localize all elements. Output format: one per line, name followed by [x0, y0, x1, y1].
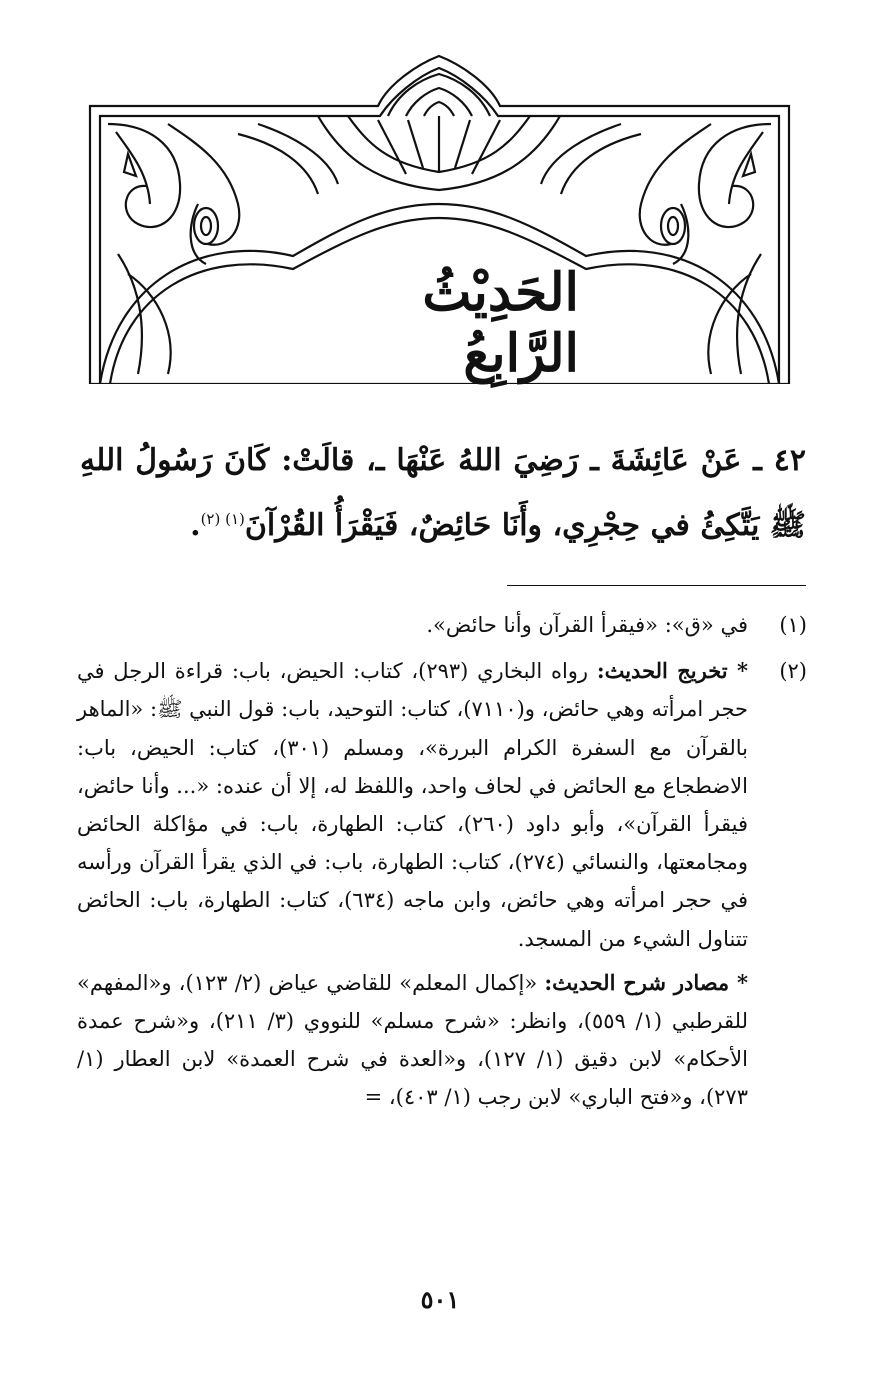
hadith-end: . [190, 508, 201, 543]
footnote-2 [77, 652, 807, 1116]
page-number: ٥٠١ [420, 1285, 460, 1314]
sources-label: * مصادر شرح الحديث: [544, 969, 748, 995]
footnote-divider [507, 585, 806, 586]
footnote-number: (١) [779, 613, 807, 637]
hadith-text: ٤٢ ـ عَنْ عَائِشَةَ ـ رَضِيَ اللهُ عَنْهَا ـ، قالَتْ: كَانَ رَسُولُ اللهِ ﷺ يَتَّكِئُ في حِجْرِي، وأَنَا حَائِضٌ، فَيَقْرَأُ القُرْآنَ [80, 443, 806, 543]
takhrij-text: رواه البخاري (٢٩٣)، كتاب: الحيض، باب: قراءة الرجل في حجر امرأته وهي حائض، و(٧١١٠)، كتاب: التوحيد، باب: قول النبي ﷺ: «الماهر بالقرآن مع السفرة الكرام البررة»، ومسلم (٣٠١)، كتاب: الحيض، باب: الاضطجاع مع الحائض في لحاف واحد، واللفظ له، إلا أن عنده: «... وأنا حائض، فيقرأ القرآن»، وأبو داود (٢٦٠)، كتاب: الطهارة، باب: في مؤاكلة الحائض ومجامعتها، والنسائي (٢٧٤)، كتاب: الطهارة، باب: في الذي يقرأ القرآن ورأسه في حجر امرأته وهي حائض، وابن ماجه (٦٣٤)، كتاب: الطهارة، باب: الحائض تتناول الشيء من المسجد. [77, 659, 748, 951]
sources-text: «إكمال المعلم» للقاضي عياض (٢/ ١٢٣)، و«المفهم» للقرطبي (١/ ٥٥٩)، وانظر: «شرح مسلم» للنووي (٣/ ٢١١)، و«شرح عمدة الأحكام» لابن دقيق (١/ ١٢٧)، و«العدة في شرح العمدة» لابن العطار (١/ ٢٧٣)، و«فتح الباري» لابن رجب (١/ ٤٠٣)، = [77, 970, 748, 1110]
takhrij-label: * تخريج الحديث: [596, 658, 748, 684]
footnote-markers: (١) (٢) [200, 510, 245, 528]
hadith-text-block [80, 432, 806, 555]
footnote-paragraph [77, 652, 748, 958]
footnote-paragraph [77, 606, 748, 644]
footnote-1 [77, 606, 807, 644]
footnote-paragraph [77, 964, 748, 1117]
chapter-title: الحَدِيْثُ الرَّابِعُ [422, 262, 579, 384]
footnote-number: (٢) [779, 659, 807, 684]
footnote-text: في «ق»: «فيقرأ القرآن وأنا حائض». [426, 613, 748, 637]
footnotes [77, 606, 807, 1117]
